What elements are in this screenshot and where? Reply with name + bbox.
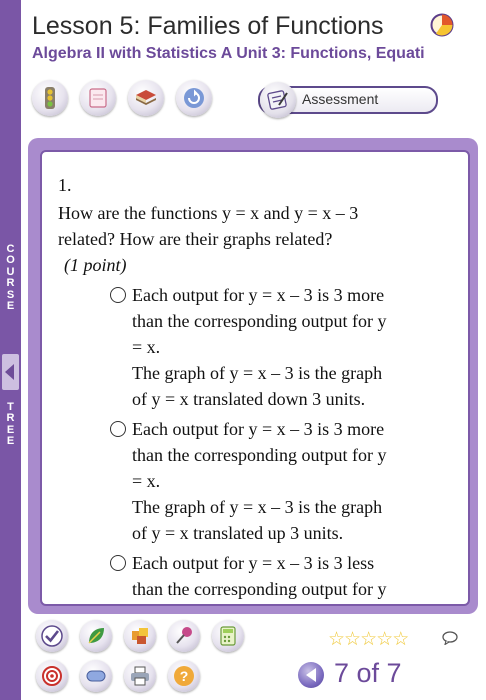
calculator-button[interactable] <box>212 620 244 652</box>
course-tree-letter: O <box>6 254 15 267</box>
notes-icon <box>86 86 110 110</box>
tab-assessment-label: Assessment <box>302 91 379 107</box>
star-icon[interactable]: ☆ <box>360 629 377 650</box>
chat-bubble-icon <box>85 665 107 687</box>
answer-choice[interactable] <box>132 550 458 602</box>
assessment-tab-icon <box>260 82 296 118</box>
course-tree-sidebar[interactable] <box>0 0 21 700</box>
question-points: (1 point) <box>64 255 127 275</box>
question-content <box>58 172 458 602</box>
course-tree-letter: T <box>7 401 14 413</box>
pie-chart-icon[interactable] <box>430 13 454 42</box>
choice-line: The graph of y = x – 3 is the graph <box>132 497 383 517</box>
question-prompt-line: How are the functions y = x and y = x – 3 <box>58 203 359 223</box>
course-tree-letter: S <box>6 288 15 301</box>
header <box>32 12 486 63</box>
tab-notes[interactable] <box>80 80 116 116</box>
pin-icon <box>173 625 195 647</box>
tab-assessment[interactable] <box>258 86 438 114</box>
assessment-icon <box>266 88 290 112</box>
tab-warmup[interactable] <box>32 80 68 116</box>
manipulatives-button[interactable] <box>124 620 156 652</box>
choice-line: than the corresponding output for y <box>132 311 387 331</box>
choice-line: of y = x translated up 3 units. <box>132 523 344 543</box>
question-prompt-line: related? How are their graphs related? <box>58 229 333 249</box>
svg-text:?: ? <box>179 668 189 684</box>
rating-stars[interactable] <box>328 628 408 651</box>
course-tree-letter: R <box>6 277 15 290</box>
radio-button[interactable] <box>110 555 126 571</box>
course-tree-toggle[interactable] <box>2 354 19 390</box>
target-icon <box>41 665 63 687</box>
tab-review[interactable] <box>176 80 212 116</box>
choice-line: = x. <box>132 337 161 357</box>
star-icon[interactable]: ☆ <box>328 629 345 650</box>
glossary-button[interactable] <box>80 620 112 652</box>
star-icon[interactable]: ☆ <box>392 629 409 650</box>
radio-button[interactable] <box>110 421 126 437</box>
course-tree-letter: C <box>6 243 15 255</box>
choice-line: Each output for y = x – 3 is 3 more <box>132 419 385 439</box>
star-icon[interactable]: ☆ <box>376 629 393 650</box>
printer-icon <box>129 665 151 687</box>
leaf-icon <box>85 625 107 647</box>
traffic-light-icon <box>38 86 62 110</box>
course-tree-letter: E <box>6 435 15 448</box>
help-button[interactable] <box>168 660 200 692</box>
comment-icon[interactable] <box>442 631 458 650</box>
bottom-toolbar <box>36 620 484 698</box>
help-icon <box>173 665 195 687</box>
goals-button[interactable] <box>36 660 68 692</box>
tab-lesson[interactable] <box>128 80 164 116</box>
choice-line: The graph of y = x – 3 is the graph <box>132 363 383 383</box>
chevron-left-icon <box>5 364 15 380</box>
choice-line: of y = x translated down 3 units. <box>132 389 366 409</box>
choice-line: Each output for y = x – 3 is 3 more <box>132 285 385 305</box>
chevron-left-icon <box>305 668 317 682</box>
choice-line: Each output for y = x – 3 is 3 less <box>132 553 375 573</box>
course-tree-letter: E <box>6 423 15 436</box>
course-tree-letter: E <box>6 300 15 313</box>
choice-line: = x. <box>132 471 161 491</box>
check-answer-button[interactable] <box>36 620 68 652</box>
lesson-title: Lesson 5: Families of Functions <box>32 12 384 40</box>
choice-line: than the corresponding output for y <box>132 579 387 599</box>
answer-choice[interactable] <box>132 282 458 412</box>
print-button[interactable] <box>124 660 156 692</box>
checkmark-icon <box>41 625 63 647</box>
puzzle-icon <box>129 625 151 647</box>
course-tree-label-top <box>0 244 21 312</box>
answer-choice[interactable] <box>132 416 458 546</box>
calculator-icon <box>217 625 239 647</box>
question-panel <box>28 138 478 614</box>
star-icon[interactable]: ☆ <box>344 629 361 650</box>
messages-button[interactable] <box>80 660 112 692</box>
previous-page-button[interactable] <box>298 662 324 688</box>
refresh-icon <box>182 86 206 110</box>
question-area[interactable] <box>40 150 470 606</box>
page-count: 7 of 7 <box>334 658 402 688</box>
radio-button[interactable] <box>110 287 126 303</box>
activity-tabs <box>32 80 482 120</box>
course-subtitle: Algebra II with Statistics A Unit 3: Functions, Equati <box>32 45 425 62</box>
choice-line: than the corresponding output for y <box>132 445 387 465</box>
book-icon <box>134 86 158 110</box>
course-tree-letter: U <box>6 265 15 278</box>
pin-button[interactable] <box>168 620 200 652</box>
question-number: 1. <box>58 175 72 195</box>
course-tree-letter: R <box>6 412 15 425</box>
course-tree-label-bottom <box>0 402 21 448</box>
